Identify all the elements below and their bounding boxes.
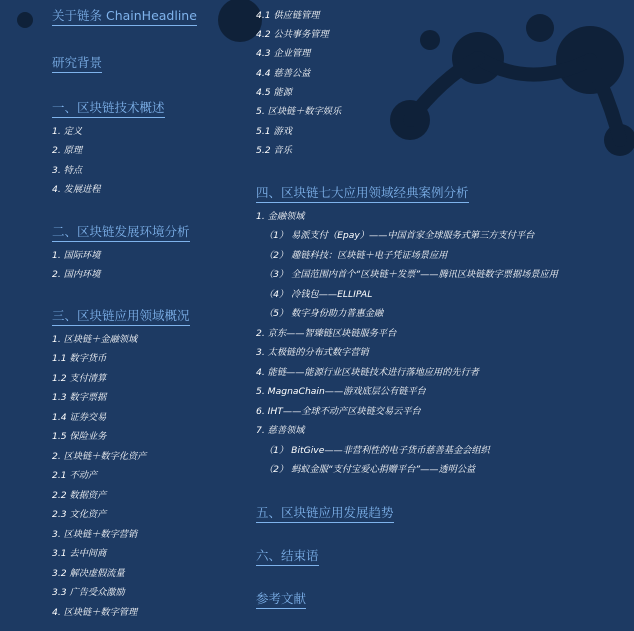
toc-item-link[interactable]: 2. 区块链＋数字化资产 [52,451,147,462]
toc-item-link[interactable]: 4.2 公共事务管理 [256,29,329,40]
toc-item-link[interactable]: 5.2 音乐 [256,145,292,156]
toc-item-link[interactable]: 3. 太极链的分布式数字营销 [256,347,369,358]
toc-item-link[interactable]: 4. 区块链＋数字管理 [52,607,138,618]
toc-item-link[interactable]: 1. 金融领域 [256,211,305,222]
toc-heading-link[interactable]: 五、区块链应用发展趋势 [256,505,394,523]
toc-item-link[interactable]: （3） 全国范围内首个“区块链＋发票”——腾讯区块链数字票据场景应用 [264,269,558,280]
toc-item-link[interactable]: （4） 冷钱包——ELLIPAL [264,289,373,300]
toc-item-link[interactable]: 2.1 不动产 [52,470,98,481]
toc-heading-link[interactable]: 研究背景 [52,55,102,73]
toc-item-link[interactable]: 1.2 支付清算 [52,373,107,384]
toc-item-link[interactable]: 2.2 数据资产 [52,490,107,501]
toc-item-link[interactable]: 6. IHT——全球不动产区块链交易云平台 [256,406,421,417]
toc-item-link[interactable]: （2） 趣链科技：区块链＋电子凭证场景应用 [264,250,448,261]
toc-item-link[interactable]: 4.1 供应链管理 [256,10,320,21]
toc-item-link[interactable]: 1. 区块链＋金融领域 [52,334,138,345]
toc-item-link[interactable]: 5. 区块链＋数字娱乐 [256,106,342,117]
toc-item-link[interactable]: （2） 蚂蚁金服“支付宝爱心捐赠平台”——透明公益 [264,464,476,475]
toc-item-link[interactable]: 2. 京东——智臻链区块链服务平台 [256,328,397,339]
toc-item-link[interactable]: 5.1 游戏 [256,126,292,137]
toc-item-link[interactable]: 1.4 证券交易 [52,412,107,423]
toc-heading-link[interactable]: 四、区块链七大应用领域经典案例分析 [256,185,469,203]
toc-heading-link[interactable]: 六、结束语 [256,548,319,566]
toc-item-link[interactable]: 2.3 文化资产 [52,509,107,520]
toc-item-link[interactable]: 7. 慈善领域 [256,425,305,436]
toc-item-link[interactable]: 1.3 数字票据 [52,392,107,403]
toc-item-link[interactable]: 5. MagnaChain——游戏底层公有链平台 [256,386,426,397]
toc-heading-link[interactable]: 二、区块链发展环境分析 [52,224,190,242]
toc-heading-link[interactable]: 关于链条 ChainHeadline [52,8,197,26]
toc-heading-link[interactable]: 三、区块链应用领域概况 [52,308,190,326]
toc-item-link[interactable]: 1.5 保险业务 [52,431,107,442]
toc-item-link[interactable]: 3.2 解决虚假流量 [52,568,125,579]
toc-item-link[interactable]: 2. 国内环境 [52,269,101,280]
toc-item-link[interactable]: 3. 区块链＋数字营销 [52,529,138,540]
toc-item-link[interactable]: 4.5 能源 [256,87,292,98]
toc-item-link[interactable]: 4. 能链——能源行业区块链技术进行落地应用的先行者 [256,367,479,378]
toc-item-link[interactable]: （5） 数字身份助力普惠金融 [264,308,384,319]
toc-item-link[interactable]: 4.3 企业管理 [256,48,311,59]
toc-item-link[interactable]: 1. 定义 [52,126,83,137]
toc-item-link[interactable]: 4.4 慈善公益 [256,68,311,79]
toc-item-link[interactable]: （1） 易派支付（Epay）——中国首家全球服务式第三方支付平台 [264,230,535,241]
toc-item-link[interactable]: 1. 国际环境 [52,250,101,261]
toc-item-link[interactable]: 3.3 广告受众激励 [52,587,125,598]
toc-item-link[interactable]: （1） BitGive——非营利性的电子货币慈善基金会组织 [264,445,490,456]
toc-item-link[interactable]: 2. 原理 [52,145,83,156]
toc-heading-link[interactable]: 一、区块链技术概述 [52,100,165,118]
toc-item-link[interactable]: 1.1 数字货币 [52,353,107,364]
toc-item-link[interactable]: 3. 特点 [52,165,83,176]
toc-item-link[interactable]: 4. 发展进程 [52,184,101,195]
toc-heading-link[interactable]: 参考文献 [256,591,306,609]
toc-item-link[interactable]: 3.1 去中间商 [52,548,107,559]
